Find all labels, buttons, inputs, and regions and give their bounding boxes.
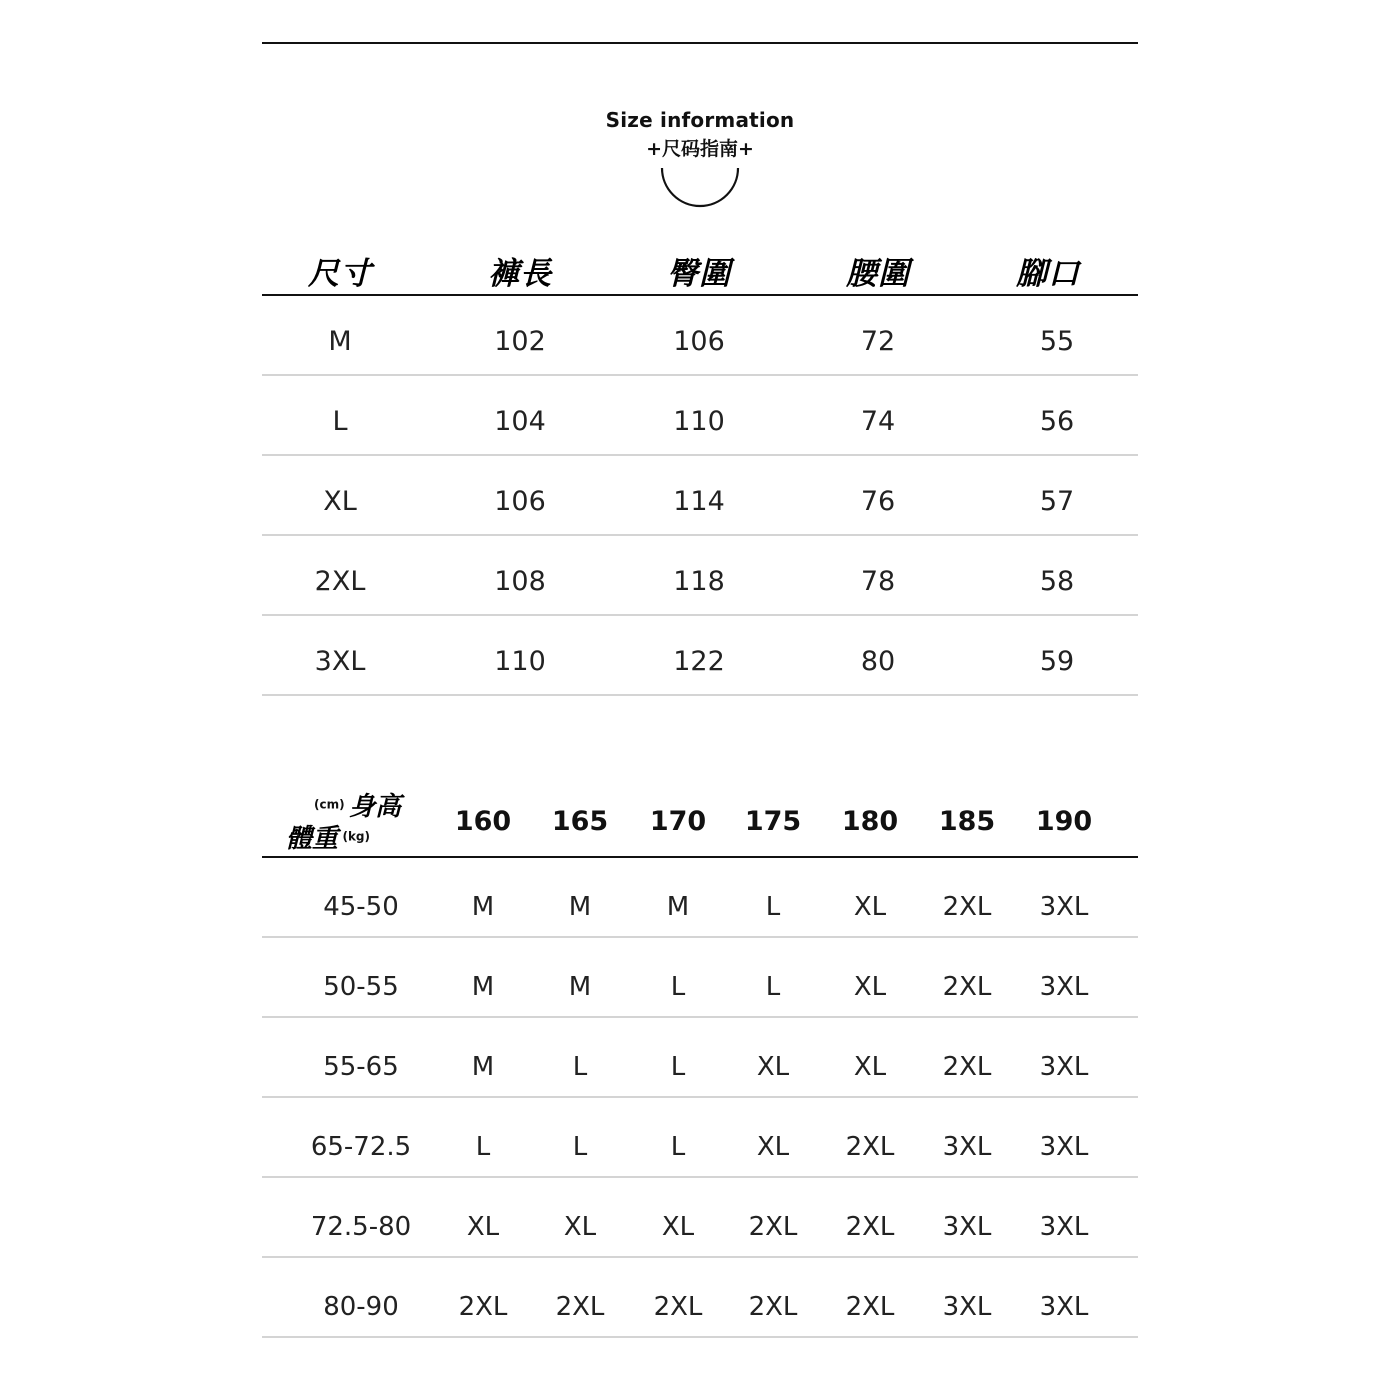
length-cell: 110 (494, 646, 546, 677)
leg-opening-cell: 59 (1039, 646, 1075, 677)
table-row (262, 376, 1138, 456)
size-cell: 2XL (458, 1292, 508, 1322)
hip-cell: 110 (673, 406, 725, 437)
corner-weight-label (286, 818, 370, 855)
size-cell: XL (661, 1212, 695, 1242)
size-cell: M (471, 972, 495, 1002)
size-cell: M (568, 892, 592, 922)
length-cell: 102 (494, 326, 546, 357)
size-cell: XL (756, 1052, 790, 1082)
waist-cell: 80 (860, 646, 896, 677)
hip-cell: 118 (673, 566, 725, 597)
size-cell: XL (466, 1212, 500, 1242)
length-cell: 106 (494, 486, 546, 517)
height-header-170: 170 (649, 806, 707, 837)
size-table (262, 240, 1138, 696)
column-header-hip: 臀圍 (667, 256, 731, 292)
size-cell: 2XL (845, 1212, 895, 1242)
leg-opening-cell: 56 (1039, 406, 1075, 437)
size-cell: 2XL (942, 1052, 992, 1082)
size-cell: 3XL (1039, 972, 1089, 1002)
size-cell: XL (853, 892, 887, 922)
leg-opening-cell: 58 (1039, 566, 1075, 597)
height-header-160: 160 (454, 806, 512, 837)
column-header-waist: 腰圍 (846, 256, 910, 292)
table-row (262, 296, 1138, 376)
title-chinese: +尺码指南+ (646, 138, 754, 160)
size-cell: L (670, 1052, 686, 1082)
height-weight-table (262, 784, 1138, 1338)
size-cell: L (670, 1132, 686, 1162)
leg-opening-cell: 55 (1039, 326, 1075, 357)
size-cell: 2XL (942, 972, 992, 1002)
column-header-length: 褲長 (488, 256, 552, 292)
length-cell: 108 (494, 566, 546, 597)
length-cell: 104 (494, 406, 546, 437)
weight-range-cell: 80-90 (323, 1292, 399, 1322)
weight-label: 體重 (286, 824, 339, 854)
table-row (262, 1258, 1138, 1338)
size-cell: 3XL (942, 1132, 992, 1162)
weight-unit: (kg) (342, 829, 371, 844)
size-cell: L (670, 972, 686, 1002)
size-cell: XL (853, 1052, 887, 1082)
size-cell: 2XL (653, 1292, 703, 1322)
size-cell: 3XL (314, 646, 366, 677)
size-cell: 3XL (942, 1292, 992, 1322)
size-cell: 2XL (748, 1292, 798, 1322)
weight-range-cell: 65-72.5 (310, 1132, 412, 1162)
size-cell: L (572, 1052, 588, 1082)
size-cell: M (471, 892, 495, 922)
height-header-165: 165 (551, 806, 609, 837)
size-cell: L (572, 1132, 588, 1162)
size-cell: 2XL (748, 1212, 798, 1242)
waist-cell: 74 (860, 406, 896, 437)
top-divider (262, 42, 1138, 44)
size-cell: M (568, 972, 592, 1002)
size-cell: 3XL (1039, 1292, 1089, 1322)
height-header-175: 175 (744, 806, 802, 837)
smile-arc-icon (658, 164, 742, 210)
table-row (262, 1018, 1138, 1098)
height-header-180: 180 (841, 806, 899, 837)
table-row (262, 1178, 1138, 1258)
size-cell: L (765, 892, 781, 922)
weight-range-cell: 45-50 (323, 892, 399, 922)
size-cell: M (471, 1052, 495, 1082)
size-cell: L (332, 406, 348, 437)
size-cell: 3XL (1039, 1132, 1089, 1162)
waist-cell: 72 (860, 326, 896, 357)
title-block (500, 108, 900, 161)
size-cell: 2XL (942, 892, 992, 922)
size-cell: M (666, 892, 690, 922)
weight-range-cell: 55-65 (323, 1052, 399, 1082)
table-row (262, 616, 1138, 696)
size-cell: 2XL (845, 1292, 895, 1322)
table-row (262, 858, 1138, 938)
height-unit: (cm) (314, 797, 345, 812)
hip-cell: 122 (673, 646, 725, 677)
size-cell: 3XL (1039, 1212, 1089, 1242)
size-cell: 3XL (1039, 892, 1089, 922)
table-row (262, 456, 1138, 536)
size-cell: XL (756, 1132, 790, 1162)
height-label: 身高 (349, 792, 402, 822)
hip-cell: 106 (673, 326, 725, 357)
size-cell: XL (563, 1212, 597, 1242)
waist-cell: 76 (860, 486, 896, 517)
height-header-185: 185 (938, 806, 996, 837)
size-cell: M (328, 326, 352, 357)
size-cell: XL (853, 972, 887, 1002)
size-cell: 3XL (1039, 1052, 1089, 1082)
size-cell: 2XL (845, 1132, 895, 1162)
size-cell: L (475, 1132, 491, 1162)
waist-cell: 78 (860, 566, 896, 597)
size-cell: 3XL (942, 1212, 992, 1242)
hip-cell: 114 (673, 486, 725, 517)
size-cell: 2XL (555, 1292, 605, 1322)
leg-opening-cell: 57 (1039, 486, 1075, 517)
size-cell: 2XL (314, 566, 366, 597)
size-cell: XL (323, 486, 357, 517)
column-header-leg-opening: 腳口 (1016, 256, 1080, 292)
column-header-size: 尺寸 (308, 256, 372, 292)
title-english: Size information (605, 108, 795, 132)
table-row (262, 938, 1138, 1018)
size-cell: L (765, 972, 781, 1002)
weight-range-cell: 72.5-80 (310, 1212, 412, 1242)
height-header-190: 190 (1035, 806, 1093, 837)
table-row (262, 1098, 1138, 1178)
size-table-header (262, 240, 1138, 296)
height-weight-header (262, 784, 1138, 858)
weight-range-cell: 50-55 (323, 972, 399, 1002)
table-row (262, 536, 1138, 616)
